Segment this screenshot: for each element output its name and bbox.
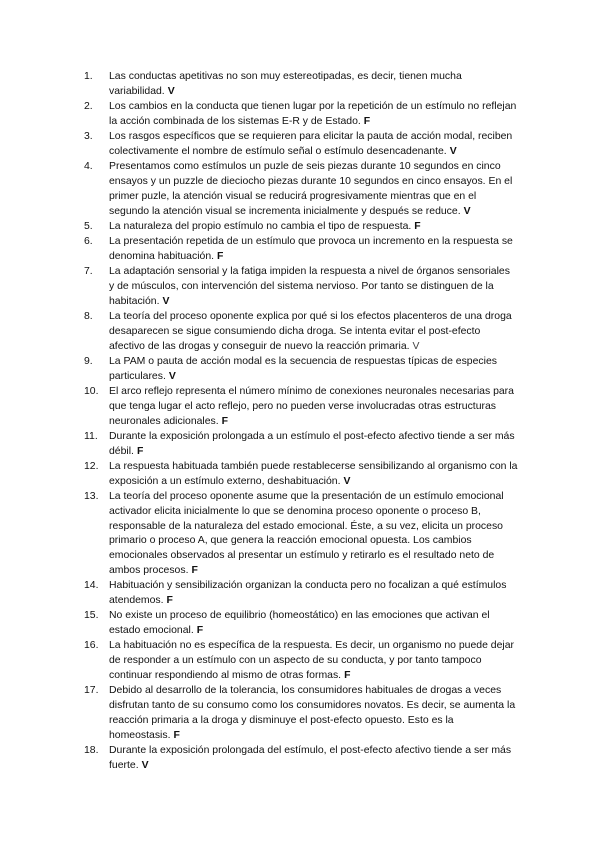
statement-text: La teoría del proceso oponente asume que la presentación de un estímulo emocional activador elicita inicialmente lo que se denomina proceso oponente o proceso B, responsable de la naturaleza del estado emocional. Éste, a su vez, elicita un proceso primario o proceso A, que genera la reacción emocional opuesta. Los cambios emocionales observados al presentar un estímulo y retirarlo es el resultado neto de ambos procesos. bbox=[109, 491, 504, 576]
list-item bbox=[84, 579, 518, 609]
list-item bbox=[84, 100, 518, 130]
list-item bbox=[84, 639, 518, 683]
list-item bbox=[84, 385, 518, 429]
answer-mark: V bbox=[463, 205, 471, 217]
answer-mark: F bbox=[196, 625, 204, 637]
item-number: 15. bbox=[84, 610, 99, 622]
answer-mark: F bbox=[173, 729, 180, 741]
list-item bbox=[84, 70, 518, 100]
answer-mark: F bbox=[414, 220, 421, 232]
list-item bbox=[84, 609, 518, 639]
question-list bbox=[84, 70, 518, 774]
item-number: 16. bbox=[84, 640, 99, 652]
answer-mark: F bbox=[221, 415, 229, 427]
statement-text: Durante la exposición prolongada a un estímulo el post-efecto afectivo tiende a ser más débil. bbox=[109, 430, 515, 457]
statement-text: Habituación y sensibilización organizan la conducta pero no focalizan a qué estímulos atendemos. bbox=[109, 580, 507, 606]
item-number: 5. bbox=[84, 220, 93, 232]
statement-text: Debido al desarrollo de la tolerancia, los consumidores habituales de drogas a veces disfrutan tanto de su consumo como los consumidores novatos. Es decir, se aumenta la reacción primaria a la droga y disminuye el post-efecto opuesto. Esto es la homeostasis. bbox=[109, 685, 516, 741]
answer-mark: V bbox=[141, 759, 149, 771]
statement-text: El arco reflejo representa el número mínimo de conexiones neuronales necesarias para que tenga lugar el acto reflejo, pero no pueden verse involucradas otras estructuras neuronales adicionales. bbox=[109, 386, 514, 427]
answer-mark: F bbox=[217, 250, 224, 262]
statement-text: La habituación no es específica de la respuesta. Es decir, un organismo no puede dejar de responder a un estímulo con un aspecto de su conducta, y por tanto tampoco continuar respondiendo al mismo de otras formas. bbox=[109, 640, 515, 681]
list-item bbox=[84, 355, 518, 385]
item-number: 10. bbox=[84, 386, 99, 398]
list-item bbox=[84, 684, 518, 743]
list-item bbox=[84, 160, 518, 219]
list-item bbox=[84, 490, 518, 579]
item-number: 1. bbox=[84, 71, 93, 82]
statement-text: La teoría del proceso oponente explica por qué si los efectos placenteros de una droga desaparecen se sigue consumiendo dicha droga. Se intenta evitar el post-efecto afectivo de las drogas y conseguir de nuevo la reacción primaria. bbox=[109, 311, 512, 352]
item-number: 11. bbox=[84, 430, 98, 442]
statement-text: La naturaleza del propio estímulo no cambia el tipo de respuesta. bbox=[109, 220, 412, 232]
list-item bbox=[84, 220, 518, 235]
item-number: 8. bbox=[84, 311, 93, 323]
answer-mark: V bbox=[343, 475, 351, 487]
answer-mark: F bbox=[344, 669, 351, 681]
statement-text: Durante la exposición prolongada del estímulo, el post-efecto afectivo tiende a ser más fuerte. bbox=[109, 744, 512, 771]
item-number: 17. bbox=[84, 685, 99, 697]
list-item bbox=[84, 130, 518, 160]
item-number: 18. bbox=[84, 744, 99, 756]
answer-mark: V bbox=[168, 370, 176, 382]
answer-mark: V bbox=[412, 340, 420, 352]
list-item bbox=[84, 430, 518, 460]
answer-mark: F bbox=[136, 445, 144, 457]
answer-mark: V bbox=[449, 145, 457, 157]
item-number: 4. bbox=[84, 161, 93, 173]
answer-mark: V bbox=[167, 85, 175, 97]
answer-mark: V bbox=[162, 295, 170, 307]
statement-text: La respuesta habituada también puede restablecerse sensibilizando al organismo con la exposición a un estímulo externo, deshabituación. bbox=[109, 461, 518, 487]
item-number: 3. bbox=[84, 131, 93, 143]
answer-mark: F bbox=[191, 564, 198, 576]
item-number: 12. bbox=[84, 461, 99, 473]
list-item bbox=[84, 460, 518, 490]
item-number: 14. bbox=[84, 580, 99, 592]
item-number: 2. bbox=[84, 101, 93, 113]
statement-text: La presentación repetida de un estímulo que provoca un incremento en la respuesta se denomina habituación. bbox=[109, 236, 513, 262]
statement-text: Los rasgos específicos que se requieren para elicitar la pauta de acción modal, reciben colectivamente el nombre de estímulo señal o estímulo desencadenante. bbox=[109, 131, 513, 157]
list-item bbox=[84, 235, 518, 265]
answer-mark: F bbox=[166, 594, 173, 606]
item-number: 9. bbox=[84, 356, 93, 367]
statement-text: No existe un proceso de equilibrio (homeostático) en las emociones que activan el estado emocional. bbox=[109, 610, 490, 637]
statement-text: Presentamos como estímulos un puzle de seis piezas durante 10 segundos en cinco ensayos y un puzzle de dieciocho piezas durante 10 segundos en cinco ensayos. En el primer puzle, la atención visual se reducirá progresivamente mientras que en el segundo la atención visual se incrementa inicialmente y después se reduce. bbox=[109, 161, 513, 217]
item-number: 7. bbox=[84, 266, 93, 278]
answer-mark: F bbox=[363, 115, 371, 127]
item-number: 6. bbox=[84, 236, 93, 248]
statement-text: Las conductas apetitivas no son muy estereotipadas, es decir, tienen mucha variabilidad. bbox=[109, 71, 462, 97]
list-item bbox=[84, 310, 518, 354]
list-item bbox=[84, 265, 518, 309]
item-number: 13. bbox=[84, 491, 99, 503]
statement-text: La adaptación sensorial y la fatiga impiden la respuesta a nivel de órganos sensoriales y de músculos, con intervención del sistema nervioso. Por tanto se distinguen de la habitación. bbox=[109, 266, 510, 307]
list-item bbox=[84, 744, 518, 774]
statement-text: Los cambios en la conducta que tienen lugar por la repetición de un estímulo no reflejan la acción combinada de los sistemas E-R y de Estado. bbox=[109, 101, 517, 127]
statement-text: La PAM o pauta de acción modal es la secuencia de respuestas típicas de especies particulares. bbox=[109, 356, 497, 382]
